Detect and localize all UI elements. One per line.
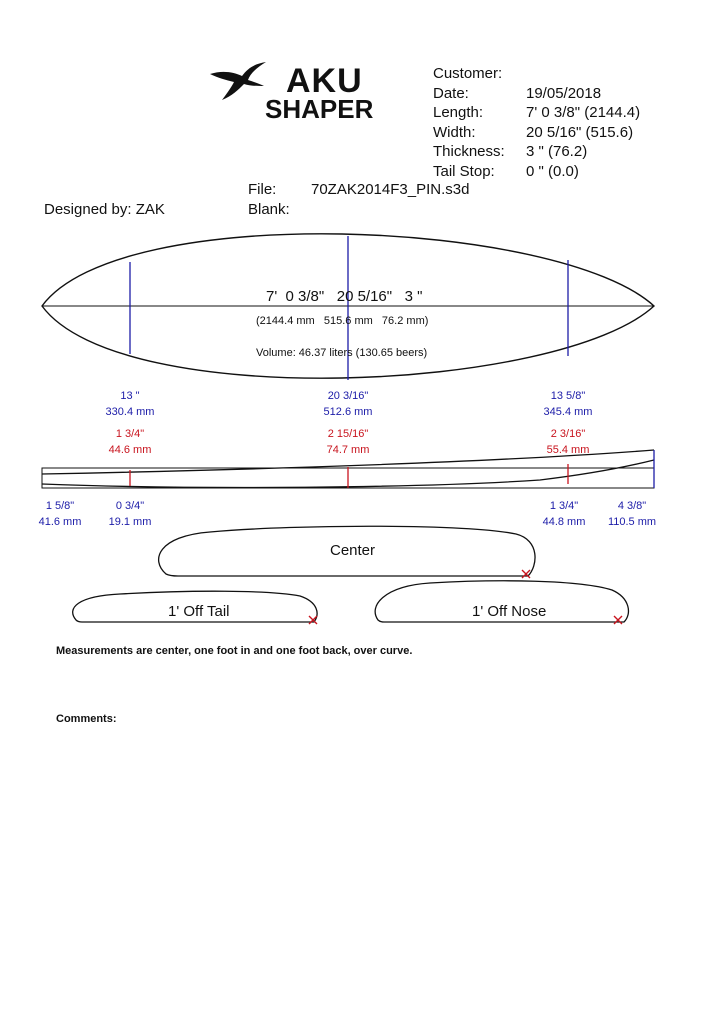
rocker-nose-ft <box>538 498 590 530</box>
rocker-nose-ft-inch: 1 3/4" <box>549 500 579 512</box>
tailstop-label: Tail Stop: <box>433 162 495 180</box>
thickness-nose <box>528 426 608 458</box>
section-center-label: Center <box>330 542 376 559</box>
thickness-nose-mm: 55.4 mm <box>546 444 590 456</box>
length-label: Length: <box>433 104 484 121</box>
width-nose-inch: 13 5/8" <box>550 390 586 402</box>
thickness-center <box>308 426 388 458</box>
measurements-note: Measurements are center, one foot in and one foot back, over curve. <box>56 645 413 657</box>
file-value: 70ZAK2014F3_PIN.s3d <box>311 181 470 198</box>
rocker-nose-end <box>604 498 660 530</box>
width-center <box>308 388 388 420</box>
thickness-tail-inch: 1 3/4" <box>115 428 145 440</box>
designer: Designed by: ZAK <box>44 201 165 218</box>
width-center-mm: 512.6 mm <box>323 406 373 418</box>
section-tail-label: 1' Off Tail <box>168 603 230 620</box>
rocker-tail-ft-mm: 19.1 mm <box>108 516 152 528</box>
thickness-tail <box>90 426 170 458</box>
width-tail <box>90 388 170 420</box>
rocker-tail-end-mm: 41.6 mm <box>38 516 82 528</box>
width-nose-mm: 345.4 mm <box>543 406 593 418</box>
date-value: 19/05/2018 <box>526 84 602 102</box>
rocker-nose-end-mm: 110.5 mm <box>607 516 657 528</box>
brand-line1: AKU <box>286 62 363 100</box>
section-center-marker <box>522 570 530 578</box>
file-label: File: <box>248 181 277 198</box>
rocker-tail-ft-inch: 0 3/4" <box>115 500 145 512</box>
thickness-tail-mm: 44.6 mm <box>108 444 152 456</box>
width-value: 20 5/16" (515.6) <box>526 123 634 141</box>
thickness-value: 3 " (76.2) <box>526 143 588 160</box>
date-label: Date: <box>433 84 469 102</box>
outline-volume: Volume: 46.37 liters (130.65 beers) <box>256 347 428 359</box>
customer-label: Customer: <box>433 65 503 82</box>
rocker-tail-ft <box>104 498 156 530</box>
blank-label: Blank: <box>248 201 290 218</box>
comments-label: Comments: <box>56 713 117 725</box>
rocker-nose-end-inch: 4 3/8" <box>617 500 647 512</box>
rocker-tail-end <box>34 498 86 530</box>
width-label: Width: <box>433 123 476 141</box>
thickness-label: Thickness: <box>433 143 505 160</box>
rocker-nose-ft-mm: 44.8 mm <box>542 516 586 528</box>
thickness-center-mm: 74.7 mm <box>326 444 370 456</box>
outline-dims-main: 7' 0 3/8" 20 5/16" 3 " <box>266 288 423 305</box>
width-tail-mm: 330.4 mm <box>105 406 155 418</box>
length-value: 7' 0 3/8" (2144.4) <box>526 104 641 121</box>
tailstop-value: 0 " (0.0) <box>526 162 579 180</box>
thickness-center-inch: 2 15/16" <box>327 428 369 440</box>
rocker-tail-end-inch: 1 5/8" <box>45 500 75 512</box>
section-nose-marker <box>614 616 622 624</box>
width-center-inch: 20 3/16" <box>327 390 369 402</box>
outline-dims-mm: (2144.4 mm 515.6 mm 76.2 mm) <box>256 315 429 327</box>
section-nose-label: 1' Off Nose <box>472 603 547 620</box>
brand-line2: SHAPER <box>265 94 374 124</box>
width-nose <box>528 388 608 420</box>
width-tail-inch: 13 " <box>120 390 140 402</box>
thickness-nose-inch: 2 3/16" <box>550 428 586 440</box>
